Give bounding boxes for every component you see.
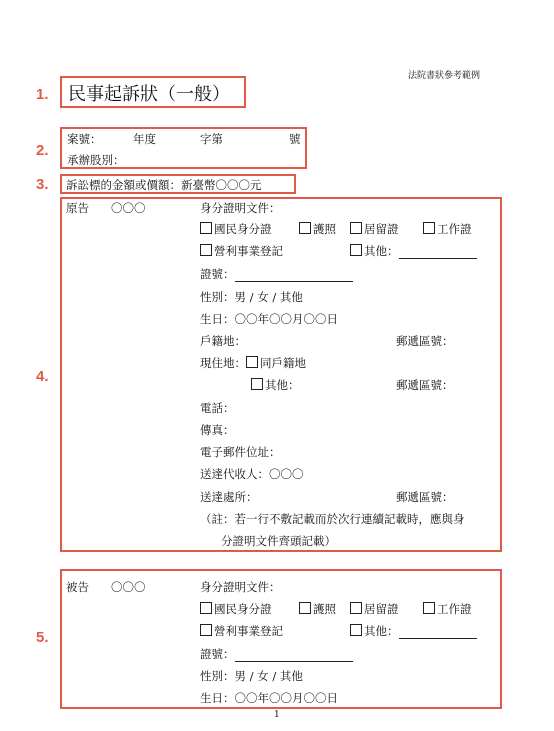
case-number-label: 案號： bbox=[67, 132, 102, 146]
marker-1: 1. bbox=[36, 86, 49, 103]
plaintiff-household: 戶籍地： bbox=[200, 334, 246, 348]
case-word-label: 字第 bbox=[200, 132, 223, 146]
plaintiff-agent: 送達代收人：〇〇〇 bbox=[200, 467, 304, 481]
plaintiff-doc-business-reg[interactable]: 營利事業登記 bbox=[200, 243, 283, 259]
checkbox-icon bbox=[200, 244, 212, 256]
defendant-gender: 性別：男 / 女 / 其他 bbox=[200, 669, 303, 683]
plaintiff-phone: 電話： bbox=[200, 401, 235, 415]
case-hao-label: 號 bbox=[289, 132, 301, 146]
plaintiff-residence-other[interactable]: 其他： bbox=[251, 377, 300, 393]
plaintiff-residence: 現住地： 同戶籍地 bbox=[200, 356, 306, 370]
document-reference: 法院書狀參考範例 bbox=[408, 71, 481, 81]
plaintiff-residence-postal: 郵遞區號： bbox=[396, 378, 454, 392]
page-number: 1 bbox=[274, 710, 280, 720]
checkbox-icon bbox=[251, 378, 263, 390]
marker-2: 2. bbox=[36, 142, 49, 159]
checkbox-icon bbox=[350, 602, 362, 614]
plaintiff-doc-passport[interactable]: 護照 bbox=[299, 221, 336, 237]
case-year-label: 年度 bbox=[133, 132, 156, 146]
checkbox-icon[interactable] bbox=[246, 356, 258, 368]
defendant-doc-business-reg[interactable]: 營利事業登記 bbox=[200, 623, 283, 639]
marker-3: 3. bbox=[36, 176, 49, 193]
checkbox-icon bbox=[200, 624, 212, 636]
id-blank-line bbox=[235, 661, 353, 662]
document-title: 民事起訴狀（一般） bbox=[68, 84, 230, 105]
plaintiff-name: 〇〇〇 bbox=[111, 201, 146, 215]
plaintiff-doc-residence-permit[interactable]: 居留證 bbox=[350, 221, 399, 237]
checkbox-icon bbox=[350, 624, 362, 636]
defendant-birth: 生日：〇〇年〇〇月〇〇日 bbox=[200, 691, 338, 705]
plaintiff-note-line2: 分證明文件齊頭記載） bbox=[221, 534, 336, 548]
other-blank-line bbox=[399, 638, 477, 639]
plaintiff-service-address: 送達處所： bbox=[200, 490, 258, 504]
other-blank-line bbox=[399, 258, 477, 259]
checkbox-icon bbox=[299, 222, 311, 234]
plaintiff-birth: 生日：〇〇年〇〇月〇〇日 bbox=[200, 312, 338, 326]
marker-4: 4. bbox=[36, 368, 49, 385]
plaintiff-doc-id-card[interactable]: 國民身分證 bbox=[200, 221, 272, 237]
checkbox-icon bbox=[200, 602, 212, 614]
plaintiff-email: 電子郵件位址： bbox=[200, 445, 281, 459]
claim-amount: 訴訟標的金額或價額：新臺幣〇〇〇元 bbox=[66, 178, 262, 192]
defendant-doc-other[interactable]: 其他： bbox=[350, 623, 477, 639]
plaintiff-note-line1: （註：若一行不敷記載而於次行連續記載時，應與身 bbox=[200, 512, 465, 526]
plaintiff-household-postal: 郵遞區號： bbox=[396, 334, 454, 348]
checkbox-icon bbox=[350, 244, 362, 256]
plaintiff-doc-work-permit[interactable]: 工作證 bbox=[423, 221, 472, 237]
defendant-doc-id-card[interactable]: 國民身分證 bbox=[200, 601, 272, 617]
defendant-id-docs-label: 身分證明文件： bbox=[200, 580, 281, 594]
defendant-doc-work-permit[interactable]: 工作證 bbox=[423, 601, 472, 617]
plaintiff-role: 原告 bbox=[66, 201, 89, 215]
plaintiff-gender: 性別：男 / 女 / 其他 bbox=[200, 290, 303, 304]
marker-5: 5. bbox=[36, 629, 49, 646]
checkbox-icon bbox=[423, 602, 435, 614]
checkbox-icon bbox=[350, 222, 362, 234]
division-label: 承辦股別： bbox=[67, 153, 125, 167]
plaintiff-id-docs-label: 身分證明文件： bbox=[200, 201, 281, 215]
defendant-doc-passport[interactable]: 護照 bbox=[299, 601, 336, 617]
defendant-name: 〇〇〇 bbox=[111, 580, 146, 594]
id-blank-line bbox=[235, 281, 353, 282]
plaintiff-service-postal: 郵遞區號： bbox=[396, 490, 454, 504]
defendant-id-number: 證號： bbox=[200, 646, 353, 662]
plaintiff-doc-other[interactable]: 其他： bbox=[350, 243, 477, 259]
checkbox-icon bbox=[423, 222, 435, 234]
checkbox-icon bbox=[200, 222, 212, 234]
plaintiff-id-number: 證號： bbox=[200, 266, 353, 282]
checkbox-icon bbox=[299, 602, 311, 614]
defendant-doc-residence-permit[interactable]: 居留證 bbox=[350, 601, 399, 617]
defendant-role: 被告 bbox=[66, 580, 89, 594]
plaintiff-fax: 傳真： bbox=[200, 423, 235, 437]
